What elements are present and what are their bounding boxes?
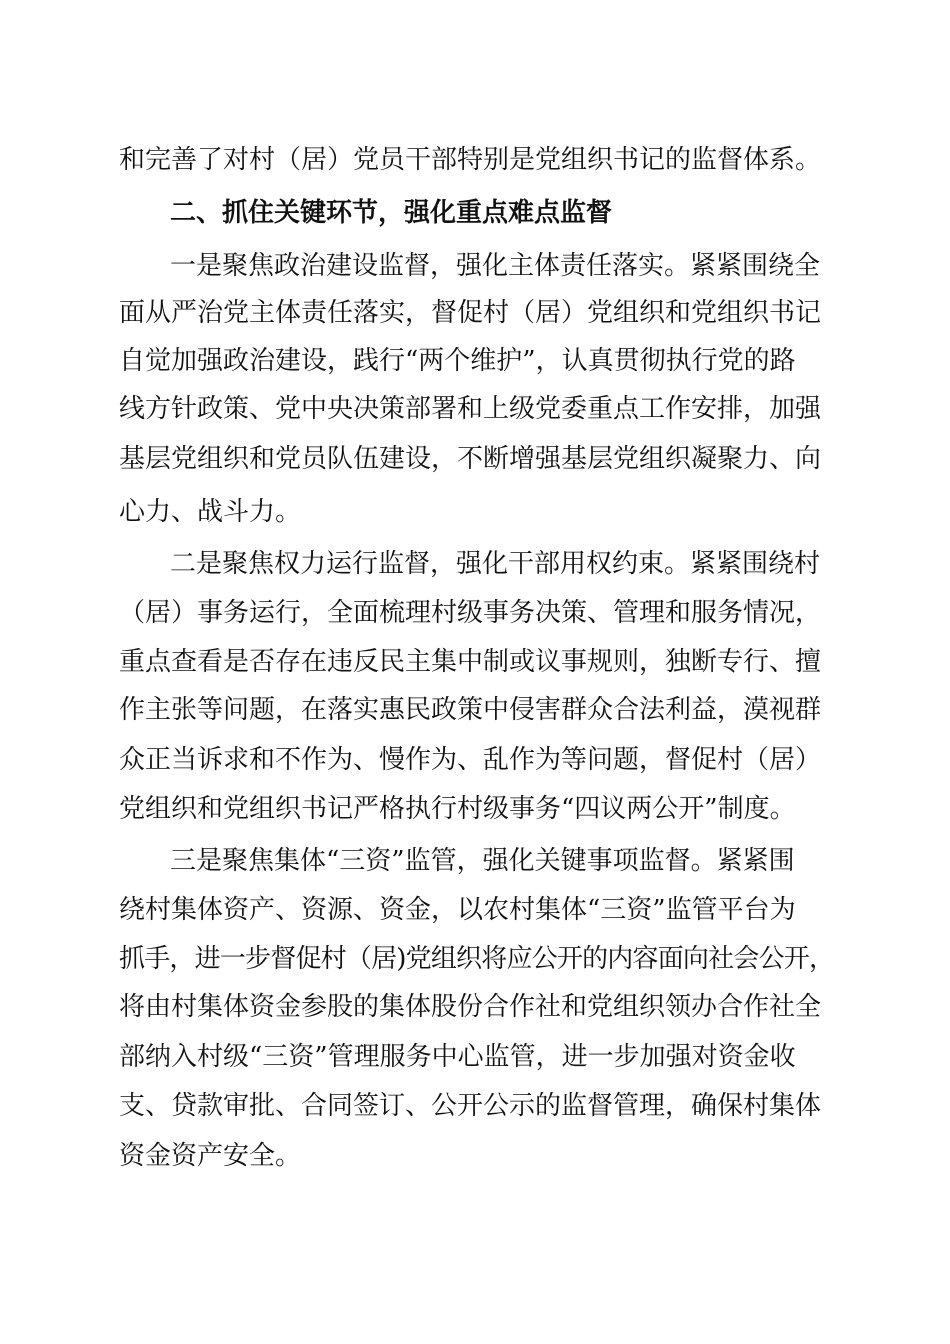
paragraph-line: 一是聚焦政治建设监督，强化主体责任落实。紧紧围绕全 xyxy=(170,251,821,281)
section-heading: 二、抓住关键环节，强化重点难点监督 xyxy=(170,198,613,228)
paragraph-line: 众正当诉求和不作为、慢作为、乱作为等问题，督促村（居） xyxy=(119,745,822,775)
paragraph-line: 党组织和党组织书记严格执行村级事务“四议两公开”制度。 xyxy=(119,794,796,824)
paragraph-line: 重点查看是否存在违反民主集中制或议事规则，独断专行、擅 xyxy=(119,647,822,677)
paragraph-line: 部纳入村级“三资”管理服务中心监管，进一步加强对资金收 xyxy=(119,1042,796,1072)
paragraph-line: 绕村集体资产、资源、资金，以农村集体“三资”监管平台为 xyxy=(119,895,796,925)
paragraph-line: （居）事务运行，全面梳理村级事务决策、管理和服务情况， xyxy=(119,598,822,628)
paragraph-line: 面从严治党主体责任落实，督促村（居）党组织和党组织书记 xyxy=(119,298,822,328)
paragraph-line: 和完善了对村（居）党员干部特别是党组织书记的监督体系。 xyxy=(119,145,822,175)
paragraph-line: 自觉加强政治建设，践行“两个维护”，认真贯彻执行党的路 xyxy=(119,346,796,376)
paragraph-line: 资金资产安全。 xyxy=(119,1141,302,1171)
paragraph-line: 支、贷款审批、合同签订、公开公示的监督管理，确保村集体 xyxy=(119,1091,822,1121)
paragraph-line: 基层党组织和党员队伍建设，不断增强基层党组织凝聚力、向 xyxy=(119,444,822,474)
paragraph-line: 心力、战斗力。 xyxy=(119,497,302,527)
paragraph-line: 抓手，进一步督促村（居)党组织将应公开的内容面向社会公开， xyxy=(119,944,835,974)
paragraph-line: 二是聚焦权力运行监督，强化干部用权约束。紧紧围绕村 xyxy=(170,549,821,579)
paragraph-line: 线方针政策、党中央决策部署和上级党委重点工作安排，加强 xyxy=(119,394,822,424)
paragraph-line: 作主张等问题，在落实惠民政策中侵害群众合法利益，漠视群 xyxy=(119,695,822,725)
paragraph-line: 三是聚焦集体“三资”监管，强化关键事项监督。紧紧围 xyxy=(170,846,795,876)
paragraph-line: 将由村集体资金参股的集体股份合作社和党组织领办合作社全 xyxy=(119,992,822,1022)
